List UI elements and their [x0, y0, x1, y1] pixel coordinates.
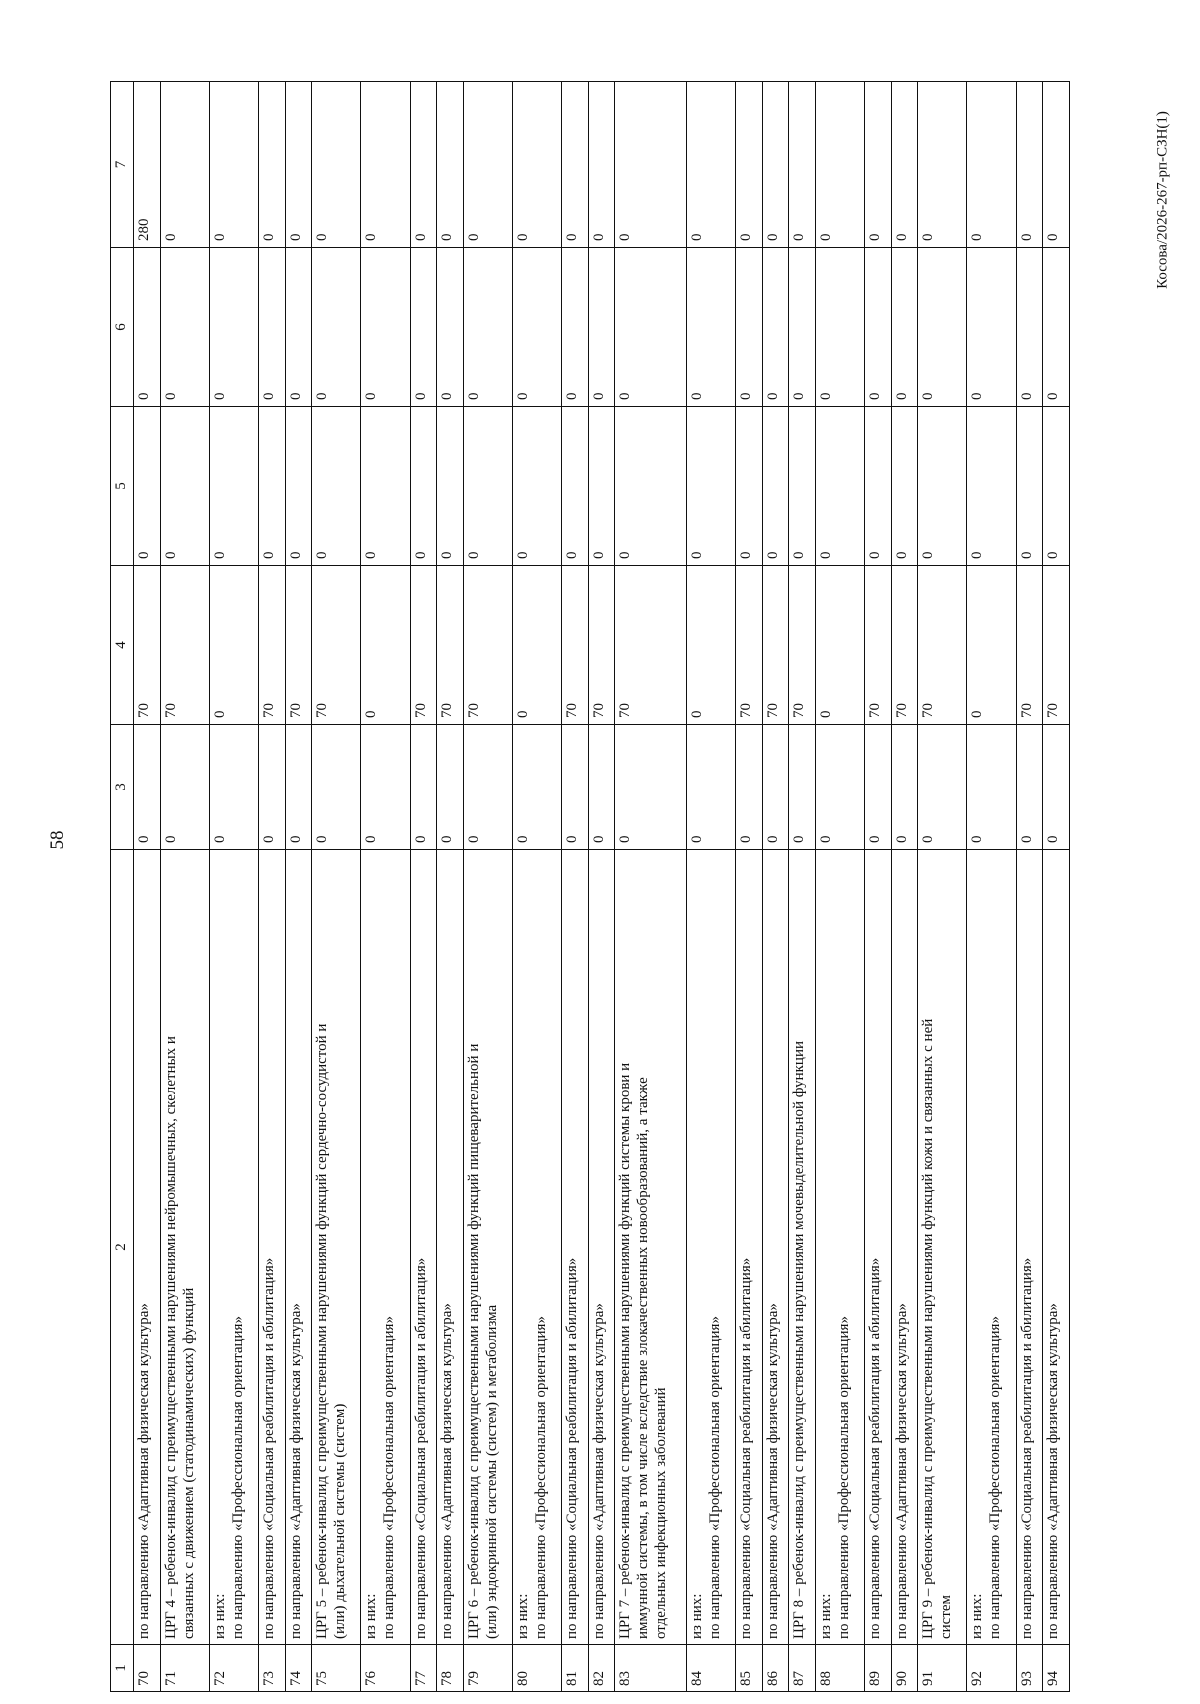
table-container [110, 82, 1070, 1692]
value-cell-c6: 0 [815, 248, 864, 407]
value-cell-c7: 0 [1043, 82, 1070, 248]
value-cell-c3: 0 [410, 725, 437, 850]
value-cell-c4: 70 [259, 566, 286, 725]
value-cell-c4: 70 [762, 566, 789, 725]
description-line: из них: [689, 1593, 706, 1639]
value-cell-c6: 0 [259, 248, 286, 407]
header-col-1: 1 [111, 1645, 134, 1692]
value-cell-c6: 0 [687, 248, 736, 407]
table-row [361, 82, 410, 1692]
value-cell-c7: 0 [588, 82, 615, 248]
description-line: из них: [211, 1593, 228, 1639]
value-cell-c5: 0 [1043, 407, 1070, 566]
table-row [285, 82, 312, 1692]
value-cell-c4: 0 [815, 566, 864, 725]
description-cell [463, 850, 512, 1645]
value-cell-c3: 0 [259, 725, 286, 850]
table-row [967, 82, 1016, 1692]
value-cell-c5: 0 [1016, 407, 1043, 566]
value-cell-c6: 0 [865, 248, 892, 407]
value-cell-c7: 0 [437, 82, 464, 248]
row-number-cell: 90 [891, 1645, 918, 1692]
value-cell-c4: 70 [160, 566, 209, 725]
description-cell [410, 850, 437, 1645]
value-cell-c3: 0 [463, 725, 512, 850]
description-cell [736, 850, 763, 1645]
value-cell-c3: 0 [134, 725, 161, 850]
description-line: по направлению «Адаптивная физическая культура» [1045, 1303, 1062, 1639]
value-cell-c7: 0 [285, 82, 312, 248]
value-cell-c7: 0 [1016, 82, 1043, 248]
value-cell-c7: 0 [687, 82, 736, 248]
table-row [918, 82, 967, 1692]
value-cell-c3: 0 [285, 725, 312, 850]
value-cell-c7: 0 [463, 82, 512, 248]
description-cell [789, 850, 816, 1645]
value-cell-c4: 70 [891, 566, 918, 725]
value-cell-c6: 0 [1016, 248, 1043, 407]
header-row [111, 82, 134, 1692]
table-row [687, 82, 736, 1692]
value-cell-c7: 0 [865, 82, 892, 248]
description-line: по направлению «Социальная реабилитация и абилитация» [412, 1257, 429, 1639]
value-cell-c4: 0 [512, 566, 561, 725]
value-cell-c5: 0 [865, 407, 892, 566]
header-col-2: 2 [111, 850, 134, 1645]
value-cell-c3: 0 [736, 725, 763, 850]
description-cell [762, 850, 789, 1645]
description-line: по направлению «Профессиональная ориентация» [532, 1316, 549, 1639]
row-number-cell: 83 [615, 1645, 687, 1692]
value-cell-c5: 0 [762, 407, 789, 566]
table-row [562, 82, 589, 1692]
description-line: (или) эндокринной системы (систем) и метаболизма [483, 1304, 500, 1639]
description-cell [1043, 850, 1070, 1645]
table-row [815, 82, 864, 1692]
value-cell-c7: 0 [736, 82, 763, 248]
value-cell-c3: 0 [615, 725, 687, 850]
description-line: по направлению «Социальная реабилитация и абилитация» [564, 1257, 581, 1639]
description-line: ЦРГ 5 – ребенок-инвалид с преимущественными нарушениями функций сердечно-сосудистой и [314, 1023, 331, 1639]
value-cell-c7: 0 [361, 82, 410, 248]
description-cell [918, 850, 967, 1645]
value-cell-c4: 0 [967, 566, 1016, 725]
table-row [437, 82, 464, 1692]
value-cell-c6: 0 [789, 248, 816, 407]
value-cell-c7: 0 [410, 82, 437, 248]
value-cell-c5: 0 [361, 407, 410, 566]
row-number-cell: 84 [687, 1645, 736, 1692]
header-col-3: 3 [111, 725, 134, 850]
row-number-cell: 78 [437, 1645, 464, 1692]
description-cell [437, 850, 464, 1645]
value-cell-c6: 0 [160, 248, 209, 407]
value-cell-c3: 0 [815, 725, 864, 850]
value-cell-c7: 0 [815, 82, 864, 248]
value-cell-c6: 0 [891, 248, 918, 407]
value-cell-c3: 0 [562, 725, 589, 850]
value-cell-c7: 0 [312, 82, 361, 248]
header-col-7: 7 [111, 82, 134, 248]
value-cell-c3: 0 [1016, 725, 1043, 850]
table-row [891, 82, 918, 1692]
table-row [410, 82, 437, 1692]
table-row [160, 82, 209, 1692]
description-line: из них: [514, 1593, 531, 1639]
value-cell-c6: 0 [562, 248, 589, 407]
value-cell-c5: 0 [588, 407, 615, 566]
value-cell-c5: 0 [285, 407, 312, 566]
value-cell-c6: 0 [410, 248, 437, 407]
value-cell-c7: 0 [512, 82, 561, 248]
value-cell-c3: 0 [967, 725, 1016, 850]
row-number-cell: 74 [285, 1645, 312, 1692]
value-cell-c6: 0 [1043, 248, 1070, 407]
description-line: по направлению «Социальная реабилитация и абилитация» [261, 1257, 278, 1639]
value-cell-c4: 70 [588, 566, 615, 725]
value-cell-c3: 0 [512, 725, 561, 850]
table-header [111, 82, 134, 1692]
value-cell-c7: 0 [562, 82, 589, 248]
value-cell-c5: 0 [815, 407, 864, 566]
table-row [588, 82, 615, 1692]
value-cell-c7: 0 [259, 82, 286, 248]
row-number-cell: 80 [512, 1645, 561, 1692]
description-cell [259, 850, 286, 1645]
row-number-cell: 81 [562, 1645, 589, 1692]
row-number-cell: 89 [865, 1645, 892, 1692]
value-cell-c5: 0 [615, 407, 687, 566]
table-row [463, 82, 512, 1692]
value-cell-c5: 0 [967, 407, 1016, 566]
value-cell-c5: 0 [512, 407, 561, 566]
description-line: по направлению «Адаптивная физическая культура» [893, 1303, 910, 1639]
description-cell [588, 850, 615, 1645]
rotated-table-frame [110, 82, 1070, 1692]
row-number-cell: 92 [967, 1645, 1016, 1692]
description-cell [285, 850, 312, 1645]
value-cell-c3: 0 [865, 725, 892, 850]
header-col-4: 4 [111, 566, 134, 725]
value-cell-c6: 0 [762, 248, 789, 407]
value-cell-c7: 280 [134, 82, 161, 248]
value-cell-c6: 0 [512, 248, 561, 407]
value-cell-c3: 0 [588, 725, 615, 850]
description-line: отдельных инфекционных заболеваний [653, 1387, 670, 1639]
value-cell-c4: 70 [562, 566, 589, 725]
value-cell-c5: 0 [312, 407, 361, 566]
value-cell-c5: 0 [437, 407, 464, 566]
description-line: по направлению «Адаптивная физическая культура» [590, 1303, 607, 1639]
description-cell [865, 850, 892, 1645]
table-row [865, 82, 892, 1692]
value-cell-c4: 70 [285, 566, 312, 725]
description-line: по направлению «Адаптивная физическая культура» [439, 1303, 456, 1639]
value-cell-c6: 0 [285, 248, 312, 407]
table-row [209, 82, 258, 1692]
row-number-cell: 71 [160, 1645, 209, 1692]
description-line: из них: [969, 1593, 986, 1639]
value-cell-c5: 0 [687, 407, 736, 566]
value-cell-c5: 0 [463, 407, 512, 566]
table-row [762, 82, 789, 1692]
value-cell-c6: 0 [209, 248, 258, 407]
page-number: 58 [47, 830, 68, 850]
description-line: из них: [363, 1593, 380, 1639]
value-cell-c6: 0 [312, 248, 361, 407]
table-row [615, 82, 687, 1692]
description-line: по направлению «Социальная реабилитация и абилитация» [738, 1257, 755, 1639]
table-row [1016, 82, 1043, 1692]
description-line: ЦРГ 6 – ребенок-инвалид с преимущественными нарушениями функций пищеварительной и [465, 1043, 482, 1639]
description-line: по направлению «Адаптивная физическая культура» [287, 1303, 304, 1639]
row-number-cell: 79 [463, 1645, 512, 1692]
description-cell [134, 850, 161, 1645]
description-cell [312, 850, 361, 1645]
description-line: систем [938, 1594, 955, 1639]
value-cell-c3: 0 [918, 725, 967, 850]
description-line: (или) дыхательной системы (систем) [332, 1403, 349, 1639]
value-cell-c5: 0 [562, 407, 589, 566]
value-cell-c6: 0 [615, 248, 687, 407]
value-cell-c4: 70 [789, 566, 816, 725]
value-cell-c5: 0 [209, 407, 258, 566]
value-cell-c4: 70 [615, 566, 687, 725]
value-cell-c5: 0 [160, 407, 209, 566]
row-number-cell: 85 [736, 1645, 763, 1692]
value-cell-c5: 0 [410, 407, 437, 566]
value-cell-c4: 70 [437, 566, 464, 725]
value-cell-c6: 0 [463, 248, 512, 407]
description-cell [209, 850, 258, 1645]
value-cell-c6: 0 [918, 248, 967, 407]
row-number-cell: 70 [134, 1645, 161, 1692]
description-line: по направлению «Социальная реабилитация и абилитация» [867, 1257, 884, 1639]
description-line: по направлению «Профессиональная ориентация» [381, 1316, 398, 1639]
value-cell-c3: 0 [762, 725, 789, 850]
header-col-6: 6 [111, 248, 134, 407]
description-line: из них: [817, 1593, 834, 1639]
value-cell-c5: 0 [259, 407, 286, 566]
description-cell [361, 850, 410, 1645]
row-number-cell: 94 [1043, 1645, 1070, 1692]
table-row [736, 82, 763, 1692]
value-cell-c6: 0 [361, 248, 410, 407]
row-number-cell: 77 [410, 1645, 437, 1692]
table-row [512, 82, 561, 1692]
description-cell [615, 850, 687, 1645]
description-cell [815, 850, 864, 1645]
row-number-cell: 75 [312, 1645, 361, 1692]
value-cell-c6: 0 [437, 248, 464, 407]
header-col-5: 5 [111, 407, 134, 566]
value-cell-c7: 0 [762, 82, 789, 248]
description-line: по направлению «Профессиональная ориентация» [987, 1316, 1004, 1639]
row-number-cell: 73 [259, 1645, 286, 1692]
value-cell-c7: 0 [615, 82, 687, 248]
value-cell-c6: 0 [736, 248, 763, 407]
value-cell-c3: 0 [361, 725, 410, 850]
value-cell-c7: 0 [891, 82, 918, 248]
value-cell-c3: 0 [437, 725, 464, 850]
value-cell-c3: 0 [1043, 725, 1070, 850]
table-row [134, 82, 161, 1692]
value-cell-c4: 0 [209, 566, 258, 725]
value-cell-c4: 70 [865, 566, 892, 725]
row-number-cell: 93 [1016, 1645, 1043, 1692]
value-cell-c5: 0 [736, 407, 763, 566]
description-line: иммунной системы, в том числе вследствие злокачественных новообразований, а также [635, 1077, 652, 1639]
row-number-cell: 91 [918, 1645, 967, 1692]
description-line: по направлению «Профессиональная ориентация» [835, 1316, 852, 1639]
value-cell-c4: 70 [736, 566, 763, 725]
value-cell-c4: 70 [134, 566, 161, 725]
value-cell-c7: 0 [160, 82, 209, 248]
data-table [110, 81, 1070, 1692]
value-cell-c7: 0 [918, 82, 967, 248]
value-cell-c3: 0 [687, 725, 736, 850]
value-cell-c4: 70 [918, 566, 967, 725]
description-line: по направлению «Профессиональная ориентация» [707, 1316, 724, 1639]
description-line: ЦРГ 8 – ребенок-инвалид с преимущественными нарушениями мочевыделительной функции [791, 1040, 808, 1639]
document-reference: Косова/2026-267-рп-СЗН(1) [1154, 111, 1171, 289]
value-cell-c3: 0 [209, 725, 258, 850]
table-row [312, 82, 361, 1692]
value-cell-c4: 70 [1016, 566, 1043, 725]
value-cell-c7: 0 [967, 82, 1016, 248]
description-line: по направлению «Адаптивная физическая культура» [764, 1303, 781, 1639]
description-line: по направлению «Социальная реабилитация и абилитация» [1018, 1257, 1035, 1639]
row-number-cell: 72 [209, 1645, 258, 1692]
row-number-cell: 82 [588, 1645, 615, 1692]
value-cell-c6: 0 [967, 248, 1016, 407]
value-cell-c3: 0 [789, 725, 816, 850]
description-line: ЦРГ 4 – ребенок-инвалид с преимущественными нарушениями нейромышечных, скелетных и [162, 1036, 179, 1639]
description-line: по направлению «Адаптивная физическая культура» [136, 1303, 152, 1639]
value-cell-c4: 70 [312, 566, 361, 725]
value-cell-c3: 0 [312, 725, 361, 850]
value-cell-c5: 0 [789, 407, 816, 566]
description-cell [967, 850, 1016, 1645]
description-cell [160, 850, 209, 1645]
table-row [1043, 82, 1070, 1692]
row-number-cell: 88 [815, 1645, 864, 1692]
row-number-cell: 87 [789, 1645, 816, 1692]
description-line: ЦРГ 7 – ребенок-инвалид с преимущественными нарушениями функций системы крови и [617, 1062, 634, 1639]
description-cell [687, 850, 736, 1645]
value-cell-c4: 0 [687, 566, 736, 725]
value-cell-c7: 0 [209, 82, 258, 248]
row-number-cell: 86 [762, 1645, 789, 1692]
value-cell-c7: 0 [789, 82, 816, 248]
table-body [134, 82, 1070, 1692]
value-cell-c6: 0 [588, 248, 615, 407]
description-cell [562, 850, 589, 1645]
value-cell-c4: 0 [361, 566, 410, 725]
value-cell-c5: 0 [134, 407, 161, 566]
value-cell-c5: 0 [891, 407, 918, 566]
description-line: по направлению «Профессиональная ориентация» [229, 1316, 246, 1639]
value-cell-c4: 70 [1043, 566, 1070, 725]
description-cell [1016, 850, 1043, 1645]
value-cell-c3: 0 [891, 725, 918, 850]
value-cell-c6: 0 [134, 248, 161, 407]
description-cell [512, 850, 561, 1645]
table-row [789, 82, 816, 1692]
value-cell-c4: 70 [463, 566, 512, 725]
description-line: связанных с движением (статодинамических) функций [180, 1287, 197, 1639]
value-cell-c4: 70 [410, 566, 437, 725]
value-cell-c5: 0 [918, 407, 967, 566]
description-line: ЦРГ 9 – ребенок-инвалид с преимущественными нарушениями функций кожи и связанных с ней [920, 1018, 937, 1639]
value-cell-c3: 0 [160, 725, 209, 850]
table-row [259, 82, 286, 1692]
description-cell [891, 850, 918, 1645]
row-number-cell: 76 [361, 1645, 410, 1692]
